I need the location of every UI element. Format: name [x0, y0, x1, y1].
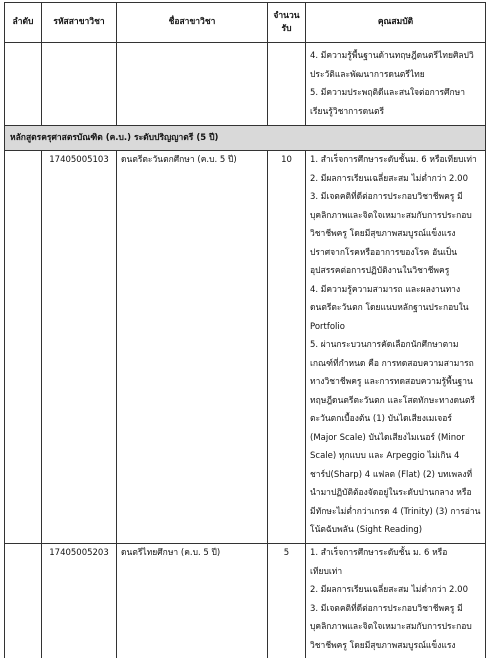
- cell-count: [268, 43, 306, 126]
- qualification-line: โน้ตฉับพลัน (Sight Reading): [310, 525, 423, 535]
- qualification-line: ตะวันตกเบื้องต้น (1) บันไดเสียงเมเจอร์: [310, 414, 452, 424]
- cell-code: 17405005103: [42, 151, 117, 544]
- header-name: ชื่อสาขาวิชา: [117, 3, 268, 43]
- qualification-line: วิชาชีพครู โดยมีสุขภาพสมบูรณ์แข็งแรง: [310, 229, 456, 239]
- cell-qualifications: [306, 43, 486, 126]
- table-row-continued: [5, 43, 486, 126]
- cell-count: 10: [268, 151, 306, 544]
- cell-order: [5, 43, 42, 126]
- cell-count: 5: [268, 544, 306, 658]
- qualification-line: (Major Scale) บันไดเสียงไมเนอร์ (Minor: [310, 432, 465, 443]
- qualification-line: มีทักษะไม่ต่ำกว่าเกรด 4 (Trinity) (3) การอ่าน: [310, 506, 481, 517]
- qualification-line: Portfolio: [310, 321, 345, 332]
- cell-order: [5, 544, 42, 658]
- cell-name: ดนตรีไทยศึกษา (ค.บ. 5 ปี): [117, 544, 268, 658]
- header-qualifications: คุณสมบัติ: [306, 3, 486, 43]
- qualification-line: บุคลิกภาพและจิตใจเหมาะสมกับการประกอบ: [310, 210, 472, 221]
- qualification-line: 1. สำเร็จการศึกษาระดับชั้น ม. 6 หรือ: [310, 548, 448, 558]
- qualification-line: 3. มีเจตคติที่ดีต่อการประกอบวิชาชีพครู มี: [310, 603, 463, 614]
- header-count: จำนวนรับ: [268, 3, 306, 43]
- qualification-line: เกณฑ์ที่กำหนด คือ การทดสอบความสามารถ: [310, 358, 474, 369]
- cell-order: [5, 151, 42, 544]
- qualification-line: 5. มีความประพฤติดีและสนใจต่อการศึกษา: [310, 88, 465, 98]
- qualification-line: 4. มีความรู้ความสามารถ และผลงานทาง: [310, 284, 461, 295]
- table-row: [5, 151, 486, 544]
- qualification-line: 4. มีความรู้พื้นฐานด้านทฤษฎีดนตรีไทยศิลปวิ: [310, 51, 474, 61]
- header-order: ลำดับ: [5, 3, 42, 43]
- qualification-line: 2. มีผลการเรียนเฉลี่ยสะสม ไม่ต่ำกว่า 2.00: [310, 585, 468, 595]
- header-code: รหัสสาขาวิชา: [42, 3, 117, 43]
- qualification-line: ทฤษฎีดนตรีตะวันตก และโสตทักษะทางดนตรี: [310, 395, 475, 406]
- qualification-line: 5. ผ่านกระบวนการคัดเลือกนักศึกษาตาม: [310, 340, 459, 350]
- qualification-line: เทียบเท่า: [310, 566, 343, 577]
- cell-code: [42, 43, 117, 126]
- qualification-line: บุคลิกภาพและจิตใจเหมาะสมกับการประกอบ: [310, 622, 472, 632]
- qualification-line: นำมาปฏิบัติต้องจัดอยู่ในระดับปานกลาง หรือ: [310, 488, 472, 498]
- qualification-line: ทางวิชาชีพครู และการทดสอบความรู้พื้นฐาน: [310, 377, 473, 387]
- table-row: [5, 544, 486, 658]
- section-row: [5, 126, 486, 151]
- cell-code: 17405005203: [42, 544, 117, 658]
- qualification-line: 2. มีผลการเรียนเฉลี่ยสะสม ไม่ต่ำกว่า 2.00: [310, 173, 468, 184]
- section-title: หลักสูตรครุศาสตรบัณฑิต (ค.บ.) ระดับปริญญาตรี (5 ปี): [5, 126, 486, 151]
- cell-name: [117, 43, 268, 126]
- qualification-line: 1. สำเร็จการศึกษาระดับชั้นม. 6 หรือเทียบเท่า: [310, 155, 477, 165]
- qualification-line: เรียนรู้วิชาการดนตรี: [310, 106, 385, 117]
- qualification-line: ปราศจากโรคหรืออาการของโรค อันเป็น: [310, 247, 458, 258]
- qualification-line: ประวัติและพัฒนาการดนตรีไทย: [310, 69, 425, 80]
- qualification-line: ดนตรีตะวันตก โดยแนบหลักฐานประกอบใน: [310, 303, 469, 313]
- table-header-row: [5, 3, 486, 43]
- cell-qualifications: [306, 544, 486, 658]
- qualification-line: Scale) ทุกแบบ และ Arpeggio ไม่เกิน 4: [310, 451, 460, 461]
- qualification-line: ชาร์ป(Sharp) 4 แฟลต (Flat) (2) บทเพลงที่: [310, 469, 473, 480]
- cell-name: ดนตรีตะวันตกศึกษา (ค.บ. 5 ปี): [117, 151, 268, 544]
- qualification-line: อุปสรรคต่อการปฏิบัติงานในวิชาชีพครู: [310, 266, 450, 276]
- qualification-line: 3. มีเจตคติที่ดีต่อการประกอบวิชาชีพครู มี: [310, 192, 463, 202]
- admission-table: [4, 2, 486, 658]
- qualification-line: วิชาชีพครู โดยมีสุขภาพสมบูรณ์แข็งแรง: [310, 640, 456, 651]
- cell-qualifications: [306, 151, 486, 544]
